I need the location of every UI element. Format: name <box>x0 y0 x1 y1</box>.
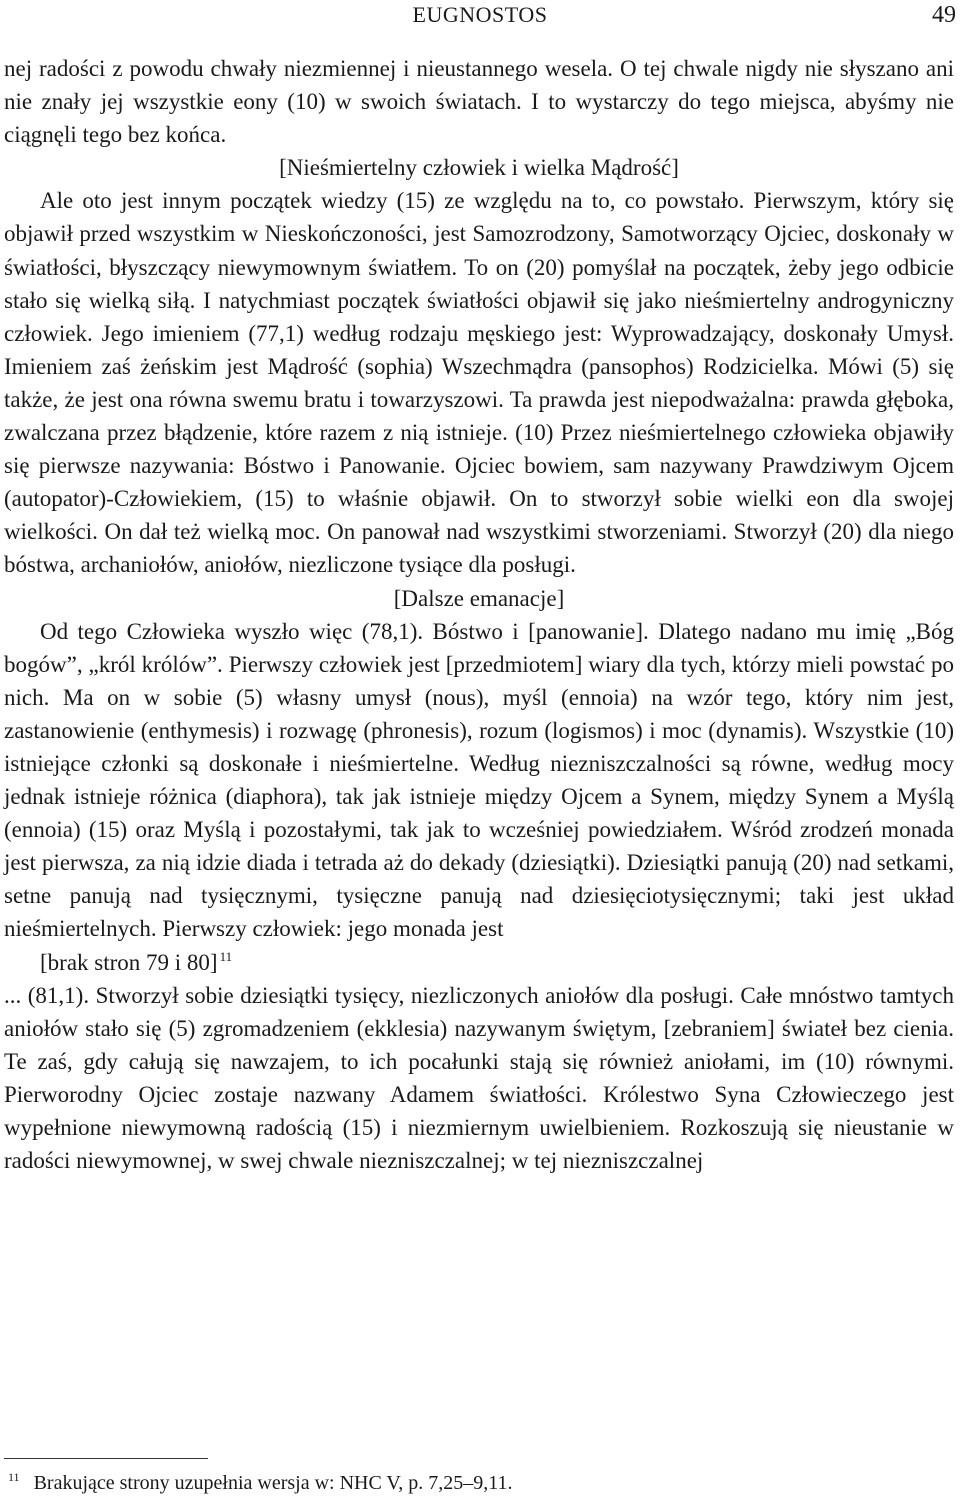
running-title: EUGNOSTOS <box>412 2 548 27</box>
paragraph-immortal-man: Ale oto jest innym początek wiedzy (15) ze względu na to, co powstało. Pierwszym, który się objawił przed wszystkim w Nieskończoności, jest Samozrodzony, Samotworzący Ojciec, doskonały w światłości, błyszczący niewymownym światłem. To on (20) pomyślał na początek, żeby jego odbicie stało się wielką siłą. I natychmiast początek światłości objawił się jako nieśmiertelny androgyniczny człowiek. Jego imieniem (77,1) według rodzaju męskiego jest: Wyprowadzający, doskonały Umysł. Imieniem zaś żeńskim jest Mądrość (sophia) Wszechmądra (pansophos) Rodzicielka. Mówi (5) się także, że jest ona równa swemu bratu i towarzyszowi. Ta prawda jest niepodważalna: prawda głęboka, zwalczana przez błądzenie, które razem z nią istnieje. (10) Przez nieśmiertelnego człowieka objawiły się pierwsze nazywania: Bóstwo i Panowanie. Ojciec bowiem, sam nazywany Prawdziwym Ojcem (autopator)-Człowiekiem, (15) to właśnie objawił. On to stworzył sobie wielki eon dla swojej wielkości. On dał też wielką moc. On panował nad wszystkimi stworzeniami. Stworzył (20) dla niego bóstwa, archaniołów, aniołów, niezliczone tysiące dla posługi. <box>4 188 954 578</box>
page-header <box>0 0 960 36</box>
paragraph-after-gap: ... (81,1). Stworzył sobie dziesiątki tysięcy, niezliczonych aniołów dla posługi. Całe mnóstwo tamtych aniołów stało się (5) zgromadzeniem (ekklesia) nazywanym świętym, [zebraniem] świateł bez cienia. Te zaś, gdy całują się nawzajem, to ich pocałunki stają się również aniołami, im (10) równymi. Pierworodny Ojciec zostaje nazwany Adamem światłości. Królestwo Syna Człowieczego jest wypełnione niewymowną radością (15) i niezmiernym uwielbieniem. Rozkoszują się nieustanie w radości niewymownej, w swej chwale niezniszczalnej; w tej niezniszczalnej <box>4 982 954 1174</box>
footnote-text: Brakujące strony uzupełnia wersja w: NHC V, p. 7,25–9,11. <box>33 1472 513 1494</box>
missing-pages-text: [brak stron 79 i 80] <box>40 949 218 975</box>
missing-pages-note <box>4 946 954 979</box>
footnote-divider <box>4 1458 208 1459</box>
section-heading-emanations: [Dalsze emanacje] <box>393 585 565 611</box>
section-heading-immortal-man: [Nieśmiertelny człowiek i wielka Mądrość] <box>279 155 679 181</box>
footnote-number: 11 <box>8 1470 20 1485</box>
page-number: 49 <box>932 2 956 28</box>
footnote-reference[interactable]: 11 <box>219 948 233 964</box>
footnote <box>8 1470 948 1496</box>
paragraph-continuation: nej radości z powodu chwały niezmiennej i nieustannego wesela. O tej chwale nigdy nie słyszano ani nie znały jej wszystkie eony (10) w swoich światach. I to wystarczy do tego miejsca, abyśmy nie ciągnęli tego bez końca. <box>4 56 954 148</box>
paragraph-emanations: Od tego Człowieka wyszło więc (78,1). Bóstwo i [panowanie]. Dlatego nadano mu imię „Bóg bogów”, „król królów”. Pierwszy człowiek jest [przedmiotem] wiary dla tych, którzy mieli powstać po nich. Ma on w sobie (5) własny umysł (nous), myśl (ennoia) na wzór tego, który nim jest, zastanowienie (enthymesis) i rozwagę (phronesis), rozum (logismos) i moc (dynamis). Wszystkie (10) istniejące członki są doskonałe i nieśmiertelne. Według niezniszczalności są równe, według mocy jednak istnieje różnica (diaphora), tak jak istnieje między Ojcem a Synem, między Synem a Myślą (ennoia) (15) oraz Myślą i pozostałymi, tak jak to wcześniej powiedziałem. Wśród zrodzeń monada jest pierwsza, za nią idzie diada i tetrada aż do dekady (dziesiątki). Dziesiątki panują (20) nad setkami, setne panują nad tysięcznymi, tysięczne panują nad dziesięciotysięcznymi; taki jest układ nieśmiertelnych. Pierwszy człowiek: jego monada jest <box>4 618 954 942</box>
main-text <box>4 52 954 1177</box>
